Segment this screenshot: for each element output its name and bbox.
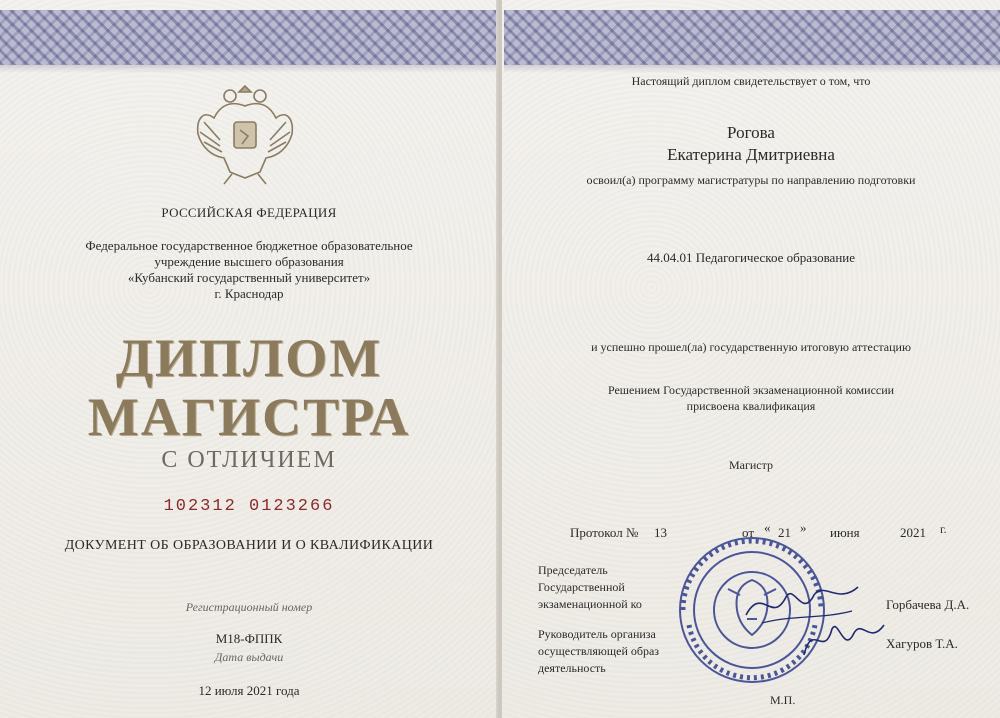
protocol-day: 21 bbox=[778, 525, 791, 540]
qualification: Магистр bbox=[728, 458, 774, 472]
protocol-year: 2021 bbox=[900, 525, 926, 540]
close-quote: » bbox=[800, 520, 807, 535]
organization-line: учреждение высшего образования bbox=[154, 254, 344, 269]
specialty: 44.04.01 Педагогическое образование bbox=[646, 250, 856, 265]
graduate-surname: Рогова bbox=[727, 123, 775, 142]
issue-date: 12 июля 2021 года bbox=[198, 683, 300, 698]
decorative-band-left bbox=[0, 10, 496, 65]
registration-number: М18-ФППК bbox=[215, 631, 283, 646]
diploma-title-line1: ДИПЛОМ bbox=[115, 328, 383, 388]
intro-text: Настоящий диплом свидетельствует о том, что bbox=[631, 74, 871, 88]
chair-name: Горбачева Д.А. bbox=[886, 597, 970, 612]
protocol-label: Протокол № bbox=[570, 525, 639, 540]
left-page bbox=[0, 0, 498, 718]
chair-title-line: Государственной bbox=[538, 580, 625, 594]
issue-date-label: Дата выдачи bbox=[214, 650, 284, 664]
country-name: РОССИЙСКАЯ ФЕДЕРАЦИЯ bbox=[161, 205, 337, 220]
seal-place-label: М.П. bbox=[770, 693, 796, 707]
document-type: ДОКУМЕНТ ОБ ОБРАЗОВАНИИ И О КВАЛИФИКАЦИИ bbox=[64, 538, 434, 553]
head-name: Хагуров Т.А. bbox=[886, 636, 958, 651]
diploma-title-line2: МАГИСТРА bbox=[87, 387, 411, 447]
head-title-line: Руководитель организа bbox=[538, 627, 656, 641]
right-page bbox=[502, 0, 1000, 718]
registration-label: Регистрационный номер bbox=[185, 600, 313, 614]
serial-number: 102312 0123266 bbox=[163, 497, 335, 516]
protocol-month: июня bbox=[830, 525, 860, 540]
graduate-given-names: Екатерина Дмитриевна bbox=[667, 145, 835, 164]
organization-city: г. Краснодар bbox=[214, 286, 284, 301]
year-suffix: г. bbox=[940, 522, 947, 536]
chair-title-line: Председатель bbox=[538, 563, 608, 577]
organization-line: «Кубанский государственный университет» bbox=[127, 270, 371, 285]
head-signature bbox=[798, 615, 888, 665]
decorative-band-right bbox=[504, 10, 1000, 65]
organization-block bbox=[0, 238, 498, 302]
program-text: освоил(а) программу магистратуры по направлению подготовки bbox=[586, 173, 916, 187]
head-title-line: осуществляющей образ bbox=[538, 644, 660, 658]
protocol-number: 13 bbox=[654, 525, 667, 540]
open-quote: « bbox=[764, 520, 771, 535]
decision-line2: присвоена квалификация bbox=[686, 399, 816, 413]
protocol-from-label: от bbox=[742, 525, 755, 540]
honors-label: С ОТЛИЧИЕМ bbox=[161, 447, 337, 473]
attestation-text: и успешно прошел(ла) государственную итоговую аттестацию bbox=[591, 340, 911, 354]
chair-title-line: экзаменационной ко bbox=[538, 597, 642, 611]
russian-coat-of-arms-icon bbox=[190, 78, 300, 188]
head-title-line: деятельность bbox=[538, 661, 606, 675]
organization-line: Федеральное государственное бюджетное образовательное bbox=[85, 238, 413, 253]
decision-line1: Решением Государственной экзаменационной комиссии bbox=[607, 383, 895, 397]
